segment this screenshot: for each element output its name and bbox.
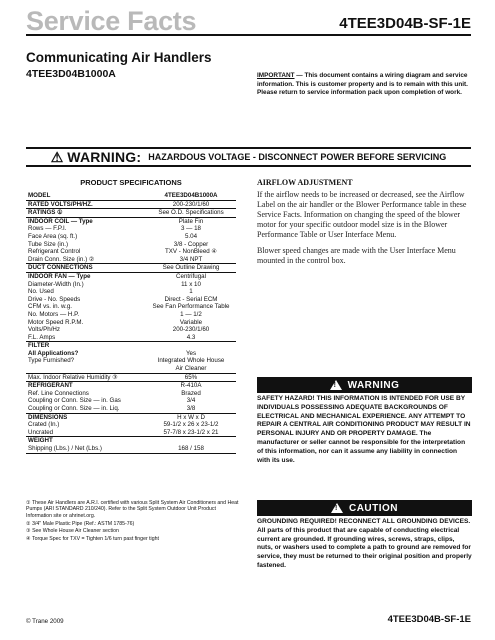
spec-row xyxy=(26,233,236,241)
spec-row xyxy=(26,303,236,311)
spec-label: No. Motors — H.P. xyxy=(28,310,80,318)
spec-row xyxy=(26,296,236,304)
spec-row xyxy=(26,273,236,281)
caution-box-header xyxy=(257,500,472,516)
spec-label: Uncrated xyxy=(28,428,54,436)
footnote: ① These Air Handlers are A.R.I. certified with various Split System Air Conditioners and Heat Pumps (ARI STANDARD 210/240). Refer to the Split System Outdoor Unit Product Information site or ahrinet.org. xyxy=(26,500,239,519)
spec-value: 3/4 NPT xyxy=(179,255,203,263)
spec-value: 65% xyxy=(184,373,198,381)
important-notice xyxy=(257,72,472,98)
spec-value: 168 / 158 xyxy=(178,445,204,452)
spec-label: Refrigerant Control xyxy=(28,248,81,256)
footnotes xyxy=(26,500,241,544)
spec-row xyxy=(26,342,236,350)
specs-title: PRODUCT SPECIFICATIONS xyxy=(80,178,182,187)
spec-label: FILTER xyxy=(28,342,50,350)
spec-label: Volts/Ph/Hz xyxy=(28,326,60,334)
spec-label: REFRIGERANT xyxy=(28,382,73,390)
spec-row xyxy=(26,405,236,414)
spec-row xyxy=(26,390,236,398)
important-label: IMPORTANT xyxy=(257,72,295,79)
spec-value: Air Cleaner xyxy=(175,365,207,373)
spec-row xyxy=(26,350,236,358)
spec-label: Rows — F.P.I. xyxy=(28,225,67,233)
spec-value: TXV - NonBleed ④ xyxy=(165,248,217,256)
spec-row xyxy=(26,209,236,218)
spec-row xyxy=(26,288,236,296)
spec-label: Motor Speed R.P.M. xyxy=(28,318,84,326)
spec-value: 4.3 xyxy=(186,333,196,341)
spec-value: 11 x 10 xyxy=(181,280,201,288)
spec-row xyxy=(26,241,236,249)
spec-label: RATINGS ① xyxy=(28,209,63,217)
spec-value: 3/8 xyxy=(186,405,196,413)
spec-value: 3/4 xyxy=(186,397,196,405)
spec-label: Max. Indoor Relative Humidity ③ xyxy=(28,373,118,381)
spec-label: Shipping (Lbs.) / Net (Lbs.) xyxy=(28,445,102,452)
important-text: — This document contains a wiring diagram and service information. This is customer property and is to remain with this unit. Please return to service information pack upon completion of work. xyxy=(257,72,468,97)
airflow-paragraph: If the airflow needs to be increased or decreased, see the Airflow Label on the air handler or the Blower Performance table in these Service Facts. Information on changing the speed of the blower motor for your specific outdoor model size is in the Blower Performance Table or User Interface Menu. xyxy=(257,190,467,239)
spec-row xyxy=(26,445,236,454)
spec-value: 1 — 1/2 xyxy=(180,310,202,318)
spec-value: See Outline Drawing xyxy=(162,264,220,272)
spec-label: Coupling or Conn. Size — in. Gas xyxy=(28,397,121,405)
caution-box-body: GROUNDING REQUIRED! RECONNECT ALL GROUNDING DEVICES. All parts of this product that are capable of conducting electrical current are grounded. If grounding wires, screws, straps, clips, nuts, or washers used to complete a path to ground are removed for service, they must be returned to their original position and properly fastened. xyxy=(257,518,472,569)
spec-value: 200-230/1/60 xyxy=(172,326,210,334)
spec-row xyxy=(26,437,236,445)
document-subtitle: 4TEE3D04B1000A xyxy=(26,68,116,80)
spec-value: See Fan Performance Table xyxy=(152,303,230,311)
document-title: Communicating Air Handlers xyxy=(26,50,212,65)
spec-label: No. Used xyxy=(28,288,54,296)
warning-box xyxy=(257,377,472,465)
spec-row xyxy=(26,357,236,365)
spec-value: R-410A xyxy=(180,382,202,390)
spec-row xyxy=(26,225,236,233)
spec-value: Variable xyxy=(179,318,203,326)
model-code-bottom: 4TEE3D04B-SF-1E xyxy=(387,614,471,625)
spec-row xyxy=(26,429,236,438)
caution-box xyxy=(257,500,472,571)
spec-row xyxy=(26,365,236,374)
spec-label: MODEL xyxy=(28,192,51,199)
spec-value: 59-1/2 x 26 x 23-1/2 xyxy=(163,421,219,429)
caution-box-label: CAUTION xyxy=(348,502,399,514)
spec-value: 3/8 - Copper xyxy=(173,240,209,248)
spec-value xyxy=(146,342,236,350)
spec-label: INDOOR COIL — Type xyxy=(28,217,93,225)
spec-value: Integrated Whole House xyxy=(157,357,225,365)
spec-row xyxy=(26,382,236,390)
spec-row xyxy=(26,201,236,210)
spec-value: See O.D. Specifications xyxy=(158,209,224,217)
spec-label: Crated (In.) xyxy=(28,421,60,429)
spec-label: Ref. Line Connections xyxy=(28,389,89,397)
spec-label: Diameter-Width (In.) xyxy=(28,280,84,288)
spec-row xyxy=(26,311,236,319)
footnote: ② 3/4" Male Plastic Pipe (Ref.: ASTM 1785-76) xyxy=(26,520,135,527)
spec-label: DIMENSIONS xyxy=(28,413,68,421)
spec-label: Type Furnished? xyxy=(28,357,75,365)
spec-label: INDOOR FAN — Type xyxy=(28,272,91,280)
spec-label xyxy=(26,365,146,373)
caution-triangle-icon: ! xyxy=(331,503,343,513)
spec-value: 200-230/1/60 xyxy=(172,200,210,208)
spec-value: 5.04 xyxy=(184,232,198,240)
copyright: © Trane 2009 xyxy=(26,618,64,625)
spec-value: Direct - Serial ECM xyxy=(164,295,218,303)
spec-label: Face Area (sq. ft.) xyxy=(28,232,78,240)
spec-row xyxy=(26,397,236,405)
spec-label: DUCT CONNECTIONS xyxy=(28,264,93,272)
spec-label: Coupling or Conn. Size — in. Liq. xyxy=(28,405,120,413)
spec-row xyxy=(26,218,236,226)
spec-value: 57-7/8 x 23-1/2 x 21 xyxy=(163,428,219,436)
spec-row xyxy=(26,334,236,343)
hazard-text: HAZARDOUS VOLTAGE - DISCONNECT POWER BEFORE SERVICING xyxy=(148,152,447,162)
airflow-heading: AIRFLOW ADJUSTMENT xyxy=(257,178,353,187)
spec-row xyxy=(26,414,236,422)
spec-value: 3 — 18 xyxy=(181,225,201,233)
spec-row xyxy=(26,319,236,327)
airflow-adjustment-section xyxy=(257,178,472,272)
warning-triangle-icon: ⚠ xyxy=(50,149,64,165)
warning-triangle-icon: ! xyxy=(330,380,342,390)
spec-value: Centrifugal xyxy=(176,272,206,280)
spec-value: H x W x D xyxy=(177,413,205,421)
hazard-label: WARNING: xyxy=(67,149,142,165)
model-code-top: 4TEE3D04B-SF-1E xyxy=(339,15,471,32)
brand-title: Service Facts xyxy=(26,6,197,36)
spec-label: CFM vs. in. w.g. xyxy=(28,303,73,311)
spec-label: WEIGHT xyxy=(28,437,53,445)
spec-row xyxy=(26,421,236,429)
spec-row xyxy=(26,192,236,201)
spec-value: Yes xyxy=(185,349,197,357)
spec-value: 4TEE3D04B1000A xyxy=(164,192,218,199)
spec-value: Brazed xyxy=(181,389,201,397)
spec-label: Drive - No. Speeds xyxy=(28,295,81,303)
warning-box-label: WARNING xyxy=(347,379,400,391)
spec-row xyxy=(26,374,236,383)
page-header xyxy=(26,6,471,36)
spec-label: RATED VOLTS/PH/HZ. xyxy=(28,200,93,208)
footnote: ③ See Whole House Air Cleaner section xyxy=(26,528,119,535)
airflow-paragraph: Blower speed changes are made with the User Interface Menu mounted in the control box. xyxy=(257,246,456,265)
spec-label: All Applications? xyxy=(28,349,79,357)
spec-value: 1 xyxy=(189,288,193,296)
spec-row xyxy=(26,256,236,265)
warning-box-body: SAFETY HAZARD! THIS INFORMATION IS INTENDED FOR USE BY INDIVIDUALS POSSESSING ADEQUATE BACKGROUNDS OF ELECTRICAL AND MECHANICAL EXPERIENCE. ANY ATTEMPT TO REPAIR A CENTRAL AIR CONDITIONING PRODUCT MAY RESULT IN PERSONAL INJURY AND OR PROPERTY DAMAGE. The manufacturer or seller cannot be responsible for the interpretation of this information, nor can it assume any liability in connection with its use. xyxy=(257,395,471,464)
spec-label: F.L. Amps xyxy=(28,333,56,341)
spec-row xyxy=(26,264,236,273)
spec-value xyxy=(146,437,236,445)
spec-label: Drain Conn. Size (in.) ② xyxy=(28,255,95,263)
spec-row xyxy=(26,281,236,289)
spec-value: Plate Fin xyxy=(178,217,204,225)
spec-row xyxy=(26,326,236,334)
spec-row xyxy=(26,248,236,256)
spec-label: Tube Size (in.) xyxy=(28,240,69,248)
warning-box-header xyxy=(257,377,472,393)
product-specifications xyxy=(26,178,236,454)
specs-table xyxy=(26,192,236,454)
hazard-warning-bar xyxy=(26,147,471,167)
footnote: ④ Torque Spec for TXV = Tighten 1/6 turn past finger tight xyxy=(26,536,159,543)
